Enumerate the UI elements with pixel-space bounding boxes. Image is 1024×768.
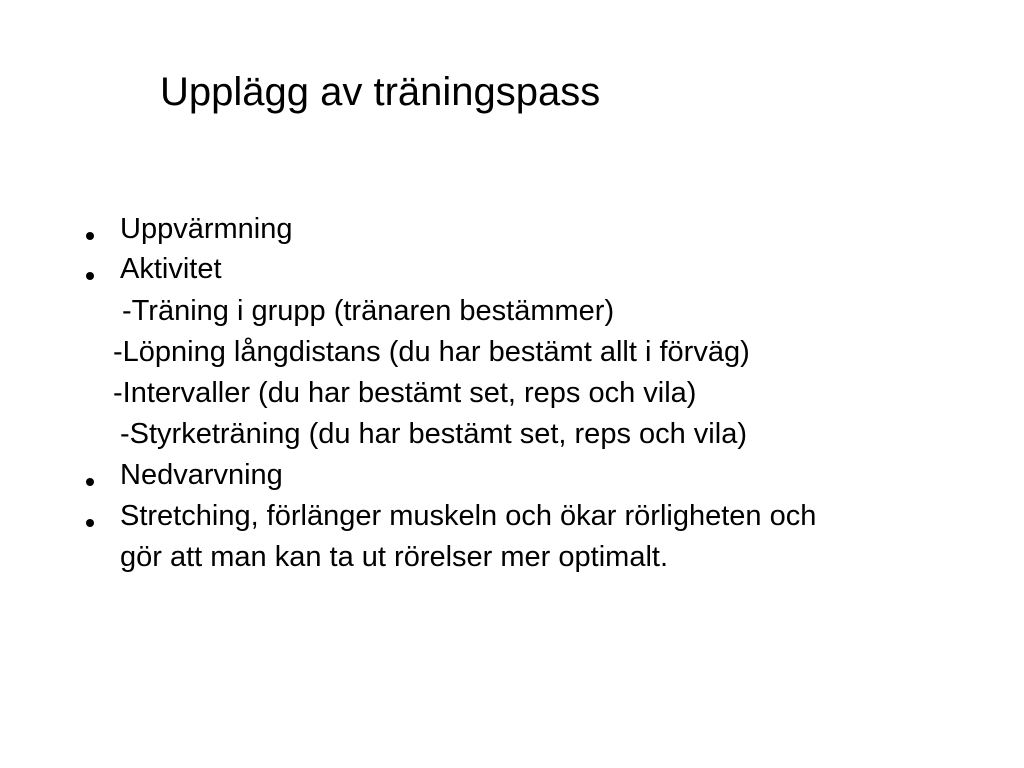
bullet-item-stretching: Stretching, förlänger muskeln och ökar rörligheten och	[120, 500, 817, 532]
bullet-dot-icon	[86, 519, 94, 527]
sub-item-long-distance: -Löpning långdistans (du har bestämt allt i förväg)	[113, 336, 750, 368]
bullet-item-warmup: Uppvärmning	[120, 213, 293, 245]
sub-item-strength: -Styrketräning (du har bestämt set, reps och vila)	[120, 418, 747, 450]
bullet-dot-icon	[86, 272, 94, 280]
sub-item-group-training: -Träning i grupp (tränaren bestämmer)	[122, 295, 615, 327]
bullet-dot-icon	[86, 478, 94, 486]
slide-title: Upplägg av träningspass	[160, 70, 601, 114]
bullet-item-cooldown: Nedvarvning	[120, 459, 283, 491]
sub-item-intervals: -Intervaller (du har bestämt set, reps och vila)	[113, 377, 697, 409]
bullet-item-activity: Aktivitet	[120, 253, 222, 285]
bullet-item-stretching-continuation: gör att man kan ta ut rörelser mer optimalt.	[120, 541, 668, 573]
bullet-dot-icon	[86, 232, 94, 240]
